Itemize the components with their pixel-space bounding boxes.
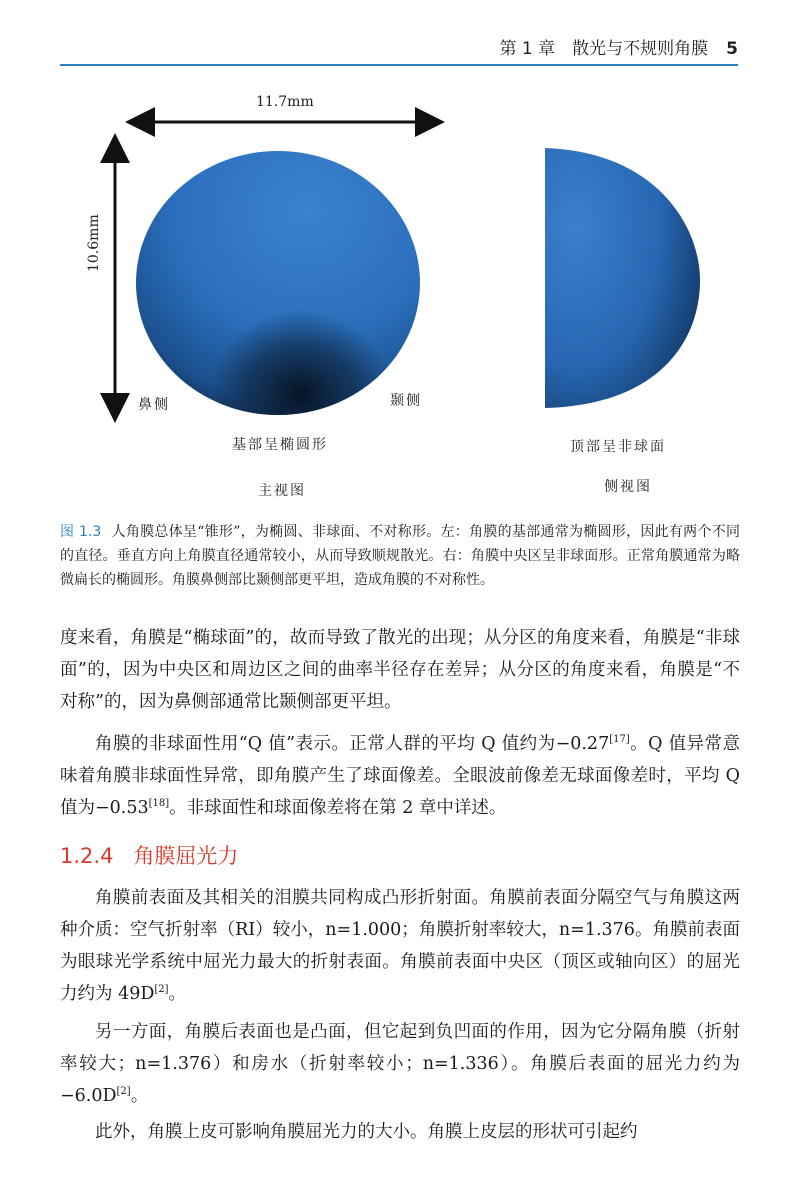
caption-text: 人角膜总体呈“锥形”，为椭圆、非球面、不对称形。左：角膜的基部通常为椭圆形，因此有两个不同的直径。垂直方向上角膜直径通常较小，从而导致顺规散光。右：角膜中央区呈非球面形。正常角膜通常为略微扁长的椭圆形。角膜鼻侧部比颞侧部更平坦，造成角膜的不对称性。: [60, 524, 741, 588]
nasal-label: 鼻侧: [138, 397, 170, 413]
section-heading: [60, 840, 238, 870]
chapter-title: 第 1 章 散光与不规则角膜: [499, 39, 709, 59]
side-view-label: 侧视图: [604, 479, 652, 495]
paragraph-5: 此外，角膜上皮可影响角膜屈光力的大小。角膜上皮层的形状可引起约: [95, 1122, 638, 1142]
reference-2b: [2]: [116, 1086, 131, 1098]
paragraph-1: 度来看，角膜是“椭球面”的，故而导致了散光的出现；从分区的角度来看，角膜是“非球面”的，因为中央区和周边区之间的曲率半径存在差异；从分区的角度来看，角膜是“不对称”的，因为鼻侧部通常比颞侧部更平坦。: [60, 628, 740, 712]
apex-caption: 顶部呈非球面: [570, 439, 666, 455]
reference-2a: [2]: [154, 984, 169, 996]
section-title: 角膜屈光力: [133, 844, 239, 868]
paragraph-4: 另一方面，角膜后表面也是凸面，但它起到负凹面的作用，因为它分隔角膜（折射率较大；n=1.376）和房水（折射率较小；n=1.336）。角膜后表面的屈光力约为−6.0D[2]。: [60, 1022, 740, 1106]
front-view-label: 主视图: [258, 483, 306, 499]
reference-17: [17]: [609, 734, 630, 746]
width-label: 11.7mm: [256, 94, 314, 110]
paragraph-2: 角膜的非球面性用“Q 值”表示。正常人群的平均 Q 值约为−0.27[17]。Q 值异常意味着角膜非球面性异常，即角膜产生了球面像差。全眼波前像差无球面像差时，平均 Q 值为−0.53[18]。非球面性和球面像差将在第 2 章中详述。: [60, 734, 740, 818]
page-header: [60, 30, 738, 66]
cornea-side-view: [545, 148, 700, 408]
figure-number: 图 1.3: [60, 524, 102, 540]
cornea-figure: [60, 80, 740, 510]
cornea-front-shadow: [136, 151, 420, 415]
reference-18: [18]: [148, 798, 170, 810]
page-number: 5: [726, 39, 738, 59]
height-label: 10.6mm: [86, 214, 102, 272]
figure-caption: [60, 520, 740, 592]
paragraph-3: 角膜前表面及其相关的泪膜共同构成凸形折射面。角膜前表面分隔空气与角膜这两种介质：空气折射率（RI）较小，n=1.000；角膜折射率较大，n=1.376。角膜前表面为眼球光学系统中屈光力最大的折射表面。角膜前表面中央区（顶区或轴向区）的屈光力约为 49D[2]。: [60, 888, 740, 1004]
temporal-label: 颞侧: [390, 393, 422, 409]
section-number: 1.2.4: [60, 844, 114, 868]
base-caption: 基部呈椭圆形: [232, 437, 328, 453]
